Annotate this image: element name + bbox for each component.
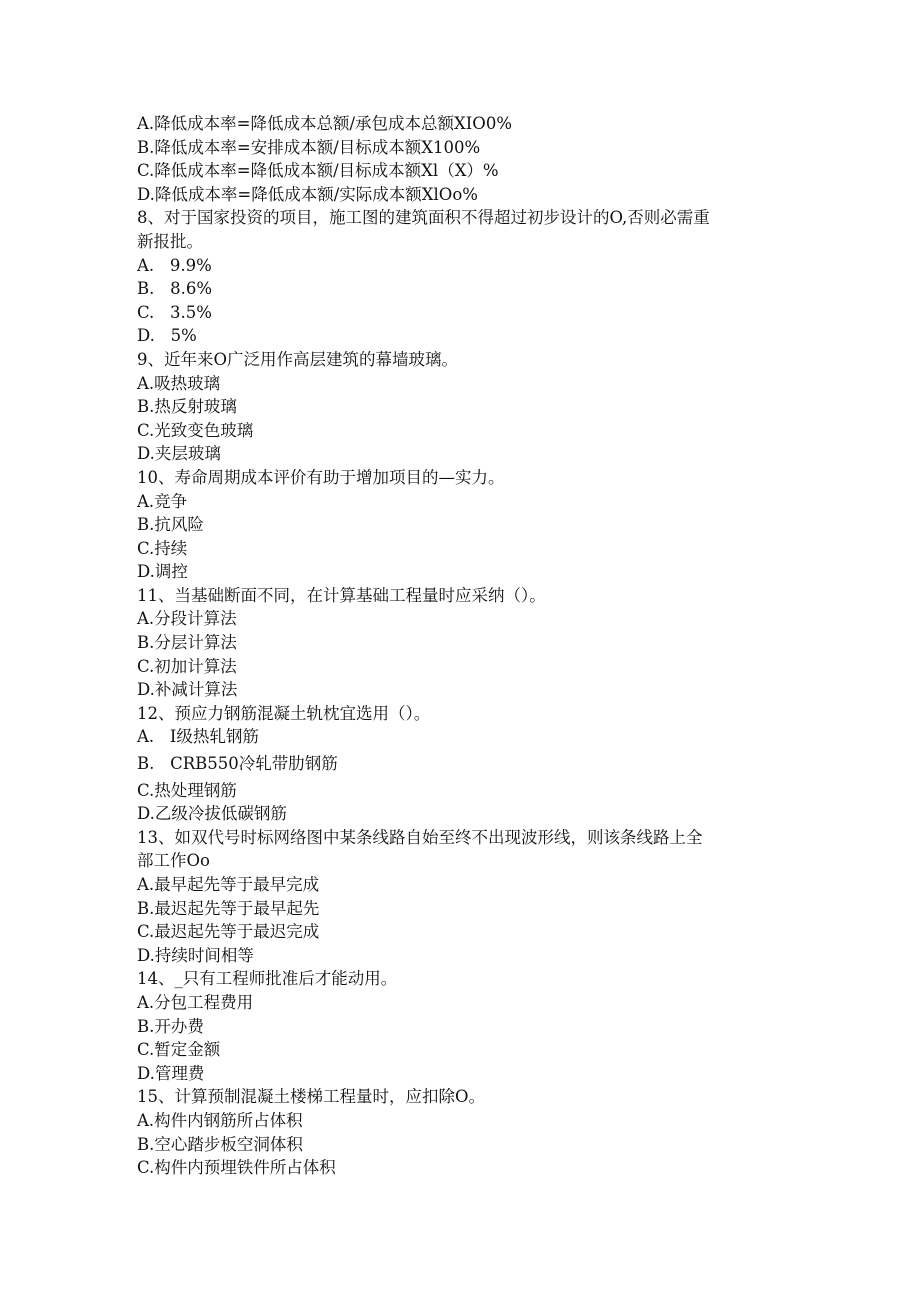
question-8-text: 8、对于国家投资的项目，施工图的建筑面积不得超过初步设计的O,否则必需重 xyxy=(137,208,710,228)
option-line: D.管理费 xyxy=(137,1063,205,1083)
option-line: D.降低成本率=降低成本额/实际成本额XlOo% xyxy=(137,184,478,204)
option-line: B.抗风险 xyxy=(137,515,204,535)
option-line: D.持续时间相等 xyxy=(137,945,254,965)
option-line: D.夹层玻璃 xyxy=(137,444,221,464)
option-line: A.构件内钢筋所占体积 xyxy=(137,1110,303,1130)
question-13-text-cont: 部工作Oo xyxy=(137,851,210,871)
option-line: C.构件内预埋铁件所占体积 xyxy=(137,1158,336,1178)
option-line: C.持续 xyxy=(137,538,188,558)
option-line: B.分层计算法 xyxy=(137,633,237,653)
option-line: B.热反射玻璃 xyxy=(137,397,237,417)
option-line: B.空心踏步板空洞体积 xyxy=(137,1134,303,1154)
document-body xyxy=(137,112,787,1180)
option-line: A.降低成本率=降低成本总额/承包成本总额XIO0% xyxy=(137,114,513,133)
option-line: D.乙级冷拔低碳钢筋 xyxy=(137,804,287,824)
option-line: D.调控 xyxy=(137,562,188,582)
question-11-text: 11、当基础断面不同，在计算基础工程量时应采纳（）。 xyxy=(137,585,546,605)
question-15-text: 15、计算预制混凝土楼梯工程量时，应扣除O。 xyxy=(137,1087,486,1107)
option-line: C.降低成本率=降低成本额/目标成本额Xl（X）% xyxy=(137,161,499,181)
question-9-text: 9、近年来O广泛用作高层建筑的幕墙玻璃。 xyxy=(137,349,459,369)
option-line: A.分段计算法 xyxy=(137,609,237,629)
option-line: D.补减计算法 xyxy=(137,680,238,700)
option-line: C.初加计算法 xyxy=(137,656,237,676)
question-8-text-cont: 新报批。 xyxy=(137,231,203,251)
option-line: C. 3.5% xyxy=(137,302,212,322)
option-line: B.开办费 xyxy=(137,1016,204,1036)
option-line: D. 5% xyxy=(137,326,197,346)
option-line: C.光致变色玻璃 xyxy=(137,420,254,440)
option-line: C.暂定金额 xyxy=(137,1040,221,1060)
question-10-text: 10、寿命周期成本评价有助于增加项目的—实力。 xyxy=(137,467,505,487)
option-line: A. I级热轧钢筋 xyxy=(137,727,259,747)
option-line: B. 8.6% xyxy=(137,279,213,299)
option-line: A.竞争 xyxy=(137,491,188,511)
option-line: B. CRB550冷轧带肋钢筋 xyxy=(137,754,338,774)
question-13-text: 13、如双代号时标网络图中某条线路自始至终不出现波形线，则该条线路上全 xyxy=(137,827,703,847)
option-line: C.热处理钢筋 xyxy=(137,780,237,800)
option-line: A.吸热玻璃 xyxy=(137,373,221,393)
question-12-text: 12、预应力钢筋混凝土轨枕宜选用（）。 xyxy=(137,703,431,723)
option-line: B.降低成本率=安排成本额/目标成本额X100% xyxy=(137,137,481,157)
option-line: A.最早起先等于最早完成 xyxy=(137,875,320,894)
option-line: A.分包工程费用 xyxy=(137,992,254,1012)
option-line: A. 9.9% xyxy=(137,255,212,275)
option-line: B.最迟起先等于最早起先 xyxy=(137,898,320,918)
option-line: C.最迟起先等于最迟完成 xyxy=(137,922,320,942)
question-14-text: 14、_只有工程师批准后才能动用。 xyxy=(137,969,398,989)
